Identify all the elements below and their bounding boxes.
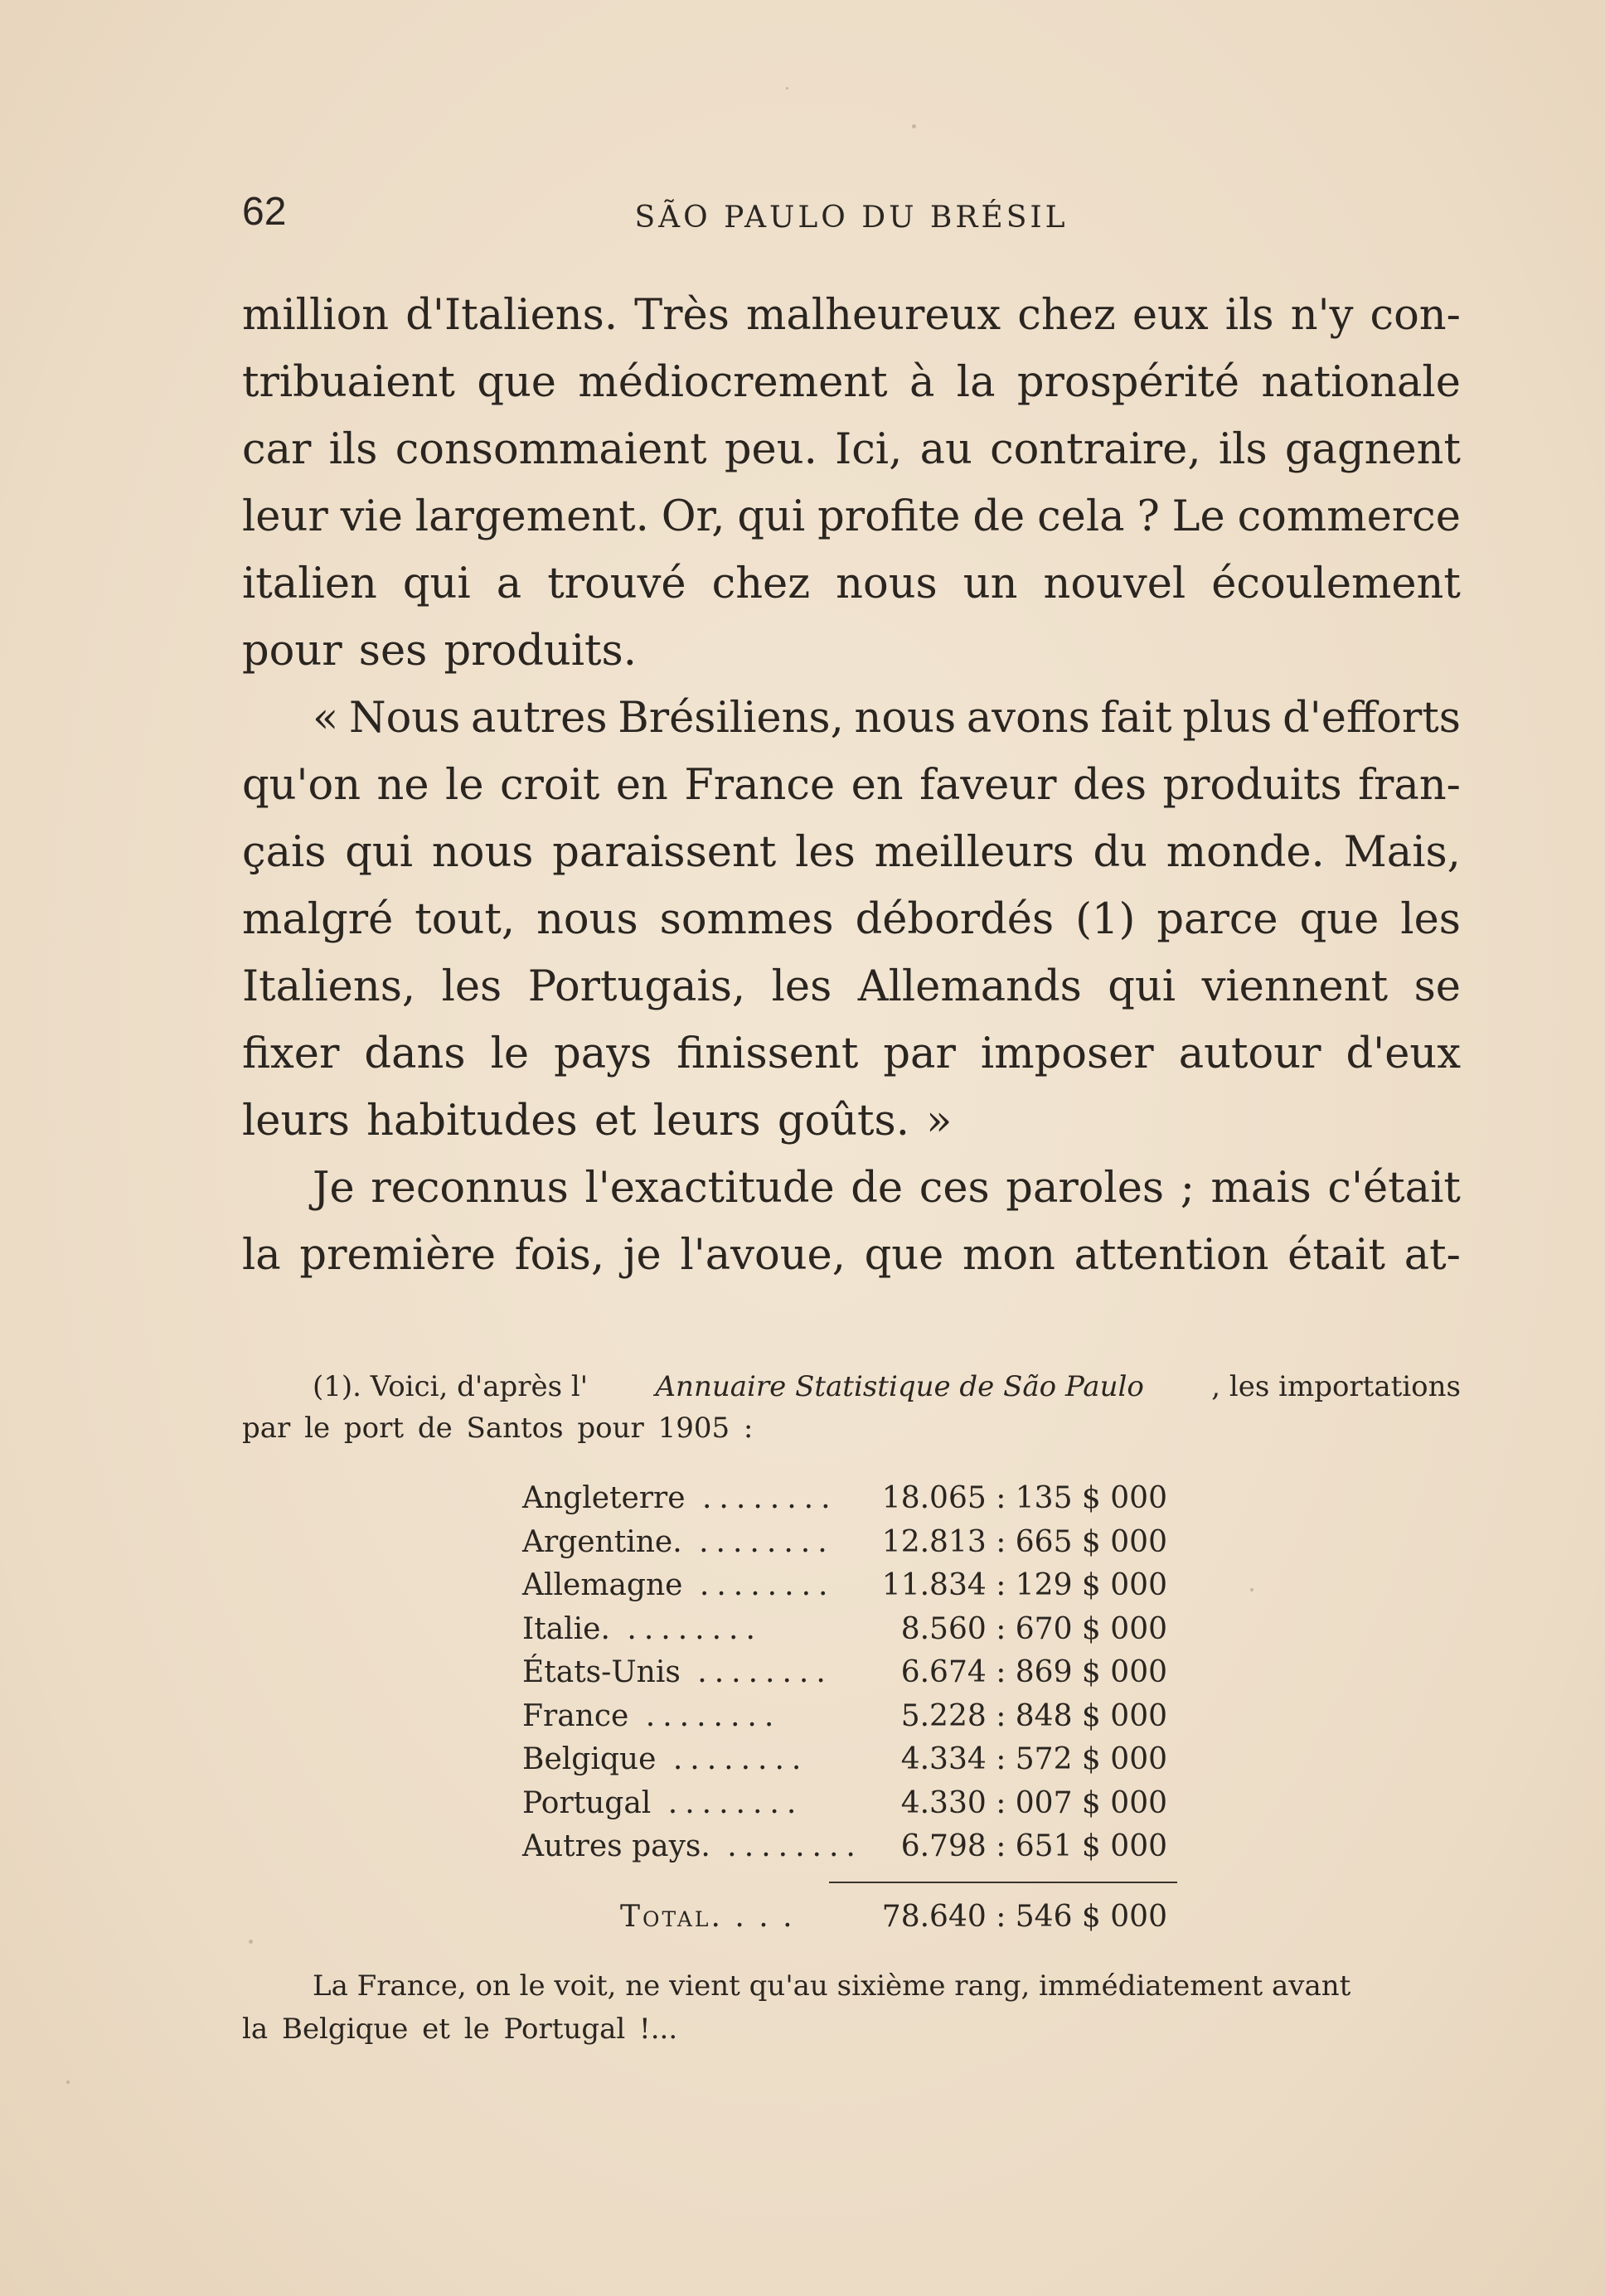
body-word: ;: [1180, 1164, 1195, 1213]
footnote-intro-prefix: (1). Voici, d'après l': [313, 1370, 589, 1403]
body-word: con-: [1370, 291, 1461, 340]
body-word: ces: [919, 1164, 990, 1213]
dot-leader: ........: [656, 1742, 809, 1776]
country-name: [522, 1695, 829, 1739]
imports-row: [522, 1695, 1186, 1739]
body-word: reconnus: [371, 1164, 569, 1213]
paper-speck: [249, 1940, 253, 1944]
body-word: la: [242, 1231, 281, 1280]
body-word: ils: [328, 425, 378, 474]
body-line: [242, 752, 1461, 819]
body-word: qui: [402, 559, 471, 608]
imports-row: [522, 1651, 1186, 1695]
body-word: attention: [1074, 1231, 1269, 1280]
body-word: Ici,: [835, 425, 903, 474]
body-word: leur: [242, 492, 328, 541]
body-word: nous: [431, 828, 534, 877]
page-number: 62: [242, 190, 287, 234]
country-name: [522, 1825, 863, 1869]
body-word: nouvel: [1043, 559, 1186, 608]
body-word: c'était: [1327, 1164, 1461, 1213]
body-line: [242, 282, 1461, 349]
body-word: tribuaient: [242, 358, 455, 407]
body-word: au: [919, 425, 972, 474]
body-word: nous: [836, 559, 938, 608]
dot-leader: ........: [651, 1785, 804, 1820]
imports-table: [522, 1477, 1186, 1869]
body-line: [242, 1222, 1461, 1289]
body-word: Allemands: [857, 962, 1082, 1011]
body-word: les: [441, 962, 502, 1011]
body-word: (1): [1075, 895, 1136, 944]
body-word: meilleurs: [874, 828, 1074, 877]
country-label: Belgique: [522, 1742, 657, 1776]
body-word: gagnent: [1284, 425, 1461, 474]
footnote-intro-line-1: [242, 1366, 1461, 1407]
body-word: ne: [376, 761, 429, 810]
import-amount: 6.674 : 869 $ 000: [900, 1655, 1167, 1689]
paper-speck: [1250, 1588, 1253, 1591]
body-word: médiocrement: [578, 358, 888, 407]
body-word: produits: [1162, 761, 1342, 810]
body-word: débordés: [855, 895, 1055, 944]
body-word: le: [490, 1029, 530, 1078]
imports-total-row: [522, 1894, 1186, 1940]
body-line: [242, 819, 1461, 886]
body-word: en: [851, 761, 904, 810]
body-word: fait: [1100, 694, 1172, 743]
body-word: italien: [242, 559, 377, 608]
country-label: Angleterre: [522, 1481, 686, 1515]
body-word: trouvé: [547, 559, 686, 608]
country-label: Autres pays.: [522, 1829, 710, 1863]
body-word: qui: [1108, 962, 1176, 1011]
body-word: commerce: [1237, 492, 1461, 541]
country-label: Argentine.: [522, 1524, 682, 1559]
body-word: çais: [242, 828, 327, 877]
body-word: l'exactitude: [584, 1164, 835, 1213]
body-word: nous: [536, 895, 638, 944]
body-word: Portugais,: [527, 962, 746, 1011]
body-word: écoulement: [1211, 559, 1461, 608]
body-word: n'y: [1290, 291, 1354, 340]
body-word: France: [684, 761, 836, 810]
imports-row: [522, 1738, 1186, 1782]
body-line: [242, 550, 1461, 618]
body-line: [242, 416, 1461, 483]
body-word: mon: [963, 1231, 1055, 1280]
body-word: sommes: [659, 895, 834, 944]
body-word: peu.: [724, 425, 817, 474]
import-amount: 6.798 : 651 $ 000: [900, 1829, 1167, 1863]
dot-leader: ........: [685, 1481, 838, 1515]
body-word: des: [1073, 761, 1147, 810]
body-word: croit: [499, 761, 600, 810]
import-amount: 5.228 : 848 $ 000: [900, 1698, 1167, 1733]
body-word: était: [1287, 1231, 1386, 1280]
country-name: [522, 1738, 829, 1782]
body-word: que: [864, 1231, 944, 1280]
body-word: a: [496, 559, 522, 608]
body-line: [242, 483, 1461, 550]
body-word: nous: [854, 694, 957, 743]
paper-speck: [786, 87, 788, 90]
body-word: de: [851, 1164, 904, 1213]
body-word: par: [883, 1029, 956, 1078]
sum-rule: [829, 1882, 1177, 1883]
import-amount: 4.330 : 007 $ 000: [900, 1785, 1167, 1820]
footnote-intro-line-2: par le port de Santos pour 1905 :: [242, 1412, 754, 1445]
body-word: les: [771, 962, 832, 1011]
body-word: million: [242, 291, 390, 340]
body-word: qu'on: [242, 761, 361, 810]
country-label: Allemagne: [522, 1568, 683, 1602]
body-word: en: [615, 761, 668, 810]
body-word: autres: [471, 694, 608, 743]
body-word: les: [795, 828, 856, 877]
body-word: Brésiliens,: [618, 694, 844, 743]
body-word: car: [242, 425, 312, 474]
body-word: la: [956, 358, 996, 407]
body-word: finissent: [676, 1029, 859, 1078]
footnote: [242, 1366, 1461, 1449]
body-word: pays: [554, 1029, 652, 1078]
body-word: profite: [817, 492, 961, 541]
body-line: [242, 1020, 1461, 1087]
body-word: Mais,: [1343, 828, 1461, 877]
body-line: leurs habitudes et leurs goûts. »: [242, 1097, 953, 1146]
country-name: [522, 1782, 829, 1826]
page-header: [242, 189, 1461, 247]
body-word: chez: [711, 559, 811, 608]
footnote-intro-suffix: , les importations: [1211, 1370, 1461, 1403]
country-name: [522, 1477, 838, 1521]
import-amount: 4.334 : 572 $ 000: [900, 1742, 1167, 1776]
running-title: SÃO PAULO DU BRÉSIL: [634, 201, 1069, 235]
dot-leader: ........: [681, 1524, 835, 1559]
body-word: paraissent: [552, 828, 777, 877]
body-word: autour: [1178, 1029, 1321, 1078]
body-word: que: [477, 358, 556, 407]
body-line: [242, 886, 1461, 953]
body-word: cela: [1037, 492, 1125, 541]
country-name: [522, 1564, 836, 1608]
body-word: vie: [340, 492, 403, 541]
body-word: ?: [1137, 492, 1160, 541]
body-word: le: [445, 761, 484, 810]
body-word: qui: [737, 492, 806, 541]
body-word: viennent: [1201, 962, 1389, 1011]
body-word: fixer: [242, 1029, 340, 1078]
body-word: contraire,: [990, 425, 1201, 474]
body-word: largement.: [415, 492, 649, 541]
body-word: d'efforts: [1283, 694, 1461, 743]
body-word: Or,: [661, 492, 725, 541]
body-word: je: [623, 1231, 662, 1280]
body-word: qui: [345, 828, 414, 877]
imports-row: [522, 1782, 1186, 1826]
body-word: se: [1413, 962, 1461, 1011]
body-word: Le: [1171, 492, 1225, 541]
paper-speck: [912, 124, 916, 128]
body-line: [242, 953, 1461, 1020]
body-word: première: [299, 1231, 497, 1280]
body-word: du: [1093, 828, 1147, 877]
body-word: malheureux: [746, 291, 1001, 340]
paper-speck: [66, 2080, 70, 2084]
imports-row: [522, 1521, 1186, 1565]
body-word: Nous: [348, 694, 461, 743]
body-word: parce: [1156, 895, 1278, 944]
body-word: prospérité: [1016, 358, 1240, 407]
dot-leader: ........: [628, 1698, 782, 1733]
country-name: [522, 1651, 833, 1695]
body-word: de: [972, 492, 1026, 541]
body-word: nationale: [1261, 358, 1461, 407]
import-amount: 12.813 : 665 $ 000: [881, 1524, 1167, 1559]
import-amount: 11.834 : 129 $ 000: [881, 1568, 1167, 1602]
body-word: un: [963, 559, 1018, 608]
total-amount: 78.640 : 546 $ 000: [881, 1900, 1167, 1934]
total-label: Total. . . .: [620, 1900, 795, 1934]
body-word: dans: [364, 1029, 466, 1078]
body-word: ils: [1224, 291, 1274, 340]
body-word: consommaient: [395, 425, 707, 474]
body-word: à: [909, 358, 935, 407]
body-word: «: [313, 694, 339, 743]
footnote-source-title: Annuaire Statistique de São Paulo: [655, 1370, 1144, 1403]
country-label: France: [522, 1698, 629, 1733]
body-word: faveur: [919, 761, 1057, 810]
body-line: [242, 685, 1461, 752]
conclusion-line-2: la Belgique et le Portugal !...: [242, 2013, 678, 2046]
body-word: at-: [1404, 1231, 1461, 1280]
body-word: d'eux: [1346, 1029, 1461, 1078]
dot-leader: ........: [609, 1611, 763, 1646]
body-line: pour ses produits.: [242, 627, 637, 676]
body-word: Italiens,: [242, 962, 416, 1011]
conclusion-line-1: La France, on le voit, ne vient qu'au sixième rang, immédiatement avant: [313, 1969, 1351, 2003]
body-word: ils: [1218, 425, 1268, 474]
body-word: plus: [1182, 694, 1273, 743]
body-word: les: [1400, 895, 1461, 944]
country-name: [522, 1521, 835, 1565]
import-amount: 8.560 : 670 $ 000: [900, 1611, 1167, 1646]
body-word: fran-: [1358, 761, 1461, 810]
footnote-conclusion: [242, 1964, 1461, 2051]
body-text: [242, 282, 1461, 1289]
dot-leader: ........: [710, 1829, 863, 1863]
country-name: [522, 1608, 829, 1652]
body-word: monde.: [1166, 828, 1325, 877]
body-word: eux: [1132, 291, 1209, 340]
body-line: [242, 349, 1461, 416]
imports-row: [522, 1564, 1186, 1608]
body-word: fois,: [514, 1231, 605, 1280]
body-word: malgré: [242, 895, 394, 944]
body-word: paroles: [1006, 1164, 1165, 1213]
country-label: Italie.: [522, 1611, 610, 1646]
body-word: d'Italiens.: [405, 291, 618, 340]
body-word: tout,: [415, 895, 516, 944]
body-word: mais: [1210, 1164, 1312, 1213]
imports-row: [522, 1608, 1186, 1652]
body-word: avons: [966, 694, 1090, 743]
body-word: l'avoue,: [680, 1231, 846, 1280]
body-word: chez: [1017, 291, 1116, 340]
imports-row: [522, 1825, 1186, 1869]
body-word: Très: [634, 291, 730, 340]
imports-row: [522, 1477, 1186, 1521]
dot-leader: ........: [680, 1655, 833, 1689]
country-label: États-Unis: [522, 1655, 681, 1689]
body-word: imposer: [980, 1029, 1154, 1078]
body-word: que: [1299, 895, 1380, 944]
dot-leader: ........: [682, 1568, 836, 1602]
import-amount: 18.065 : 135 $ 000: [881, 1481, 1167, 1515]
body-line: [242, 1155, 1461, 1222]
body-word: Je: [313, 1164, 355, 1213]
country-label: Portugal: [522, 1785, 652, 1820]
